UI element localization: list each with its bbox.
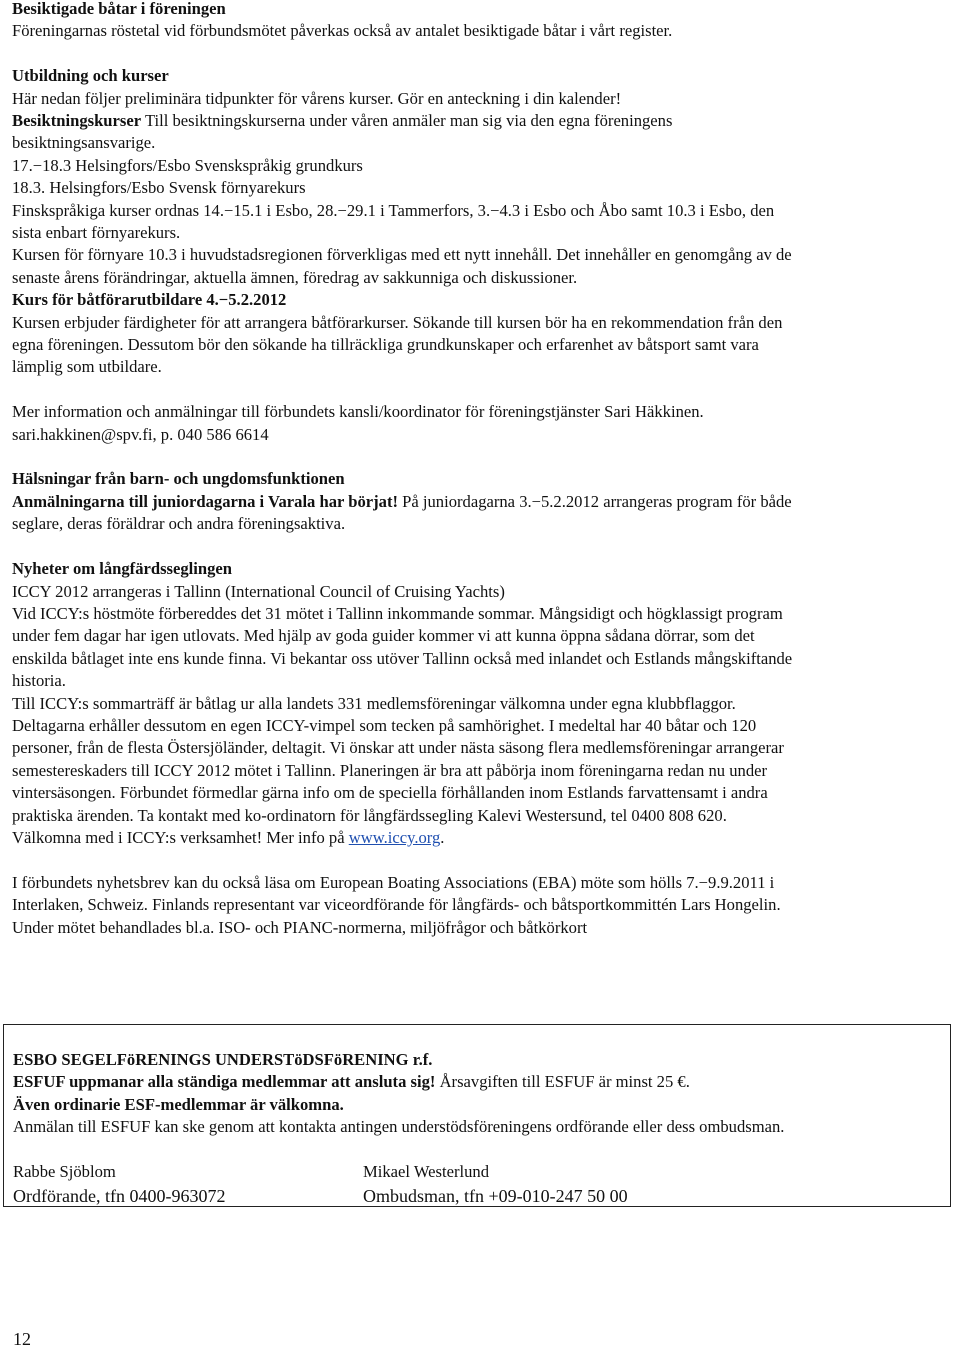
line-text: Kursen erbjuder färdigheter för att arrangera båtförarkurser. Sökande till kursen bör ha en rekommendation från den	[12, 312, 783, 332]
text-line	[12, 468, 947, 490]
line-text: sista enbart förnyarekurs.	[12, 223, 181, 243]
line-text: ICCY 2012 arrangeras i Tallinn (International Council of Cruising Yachts)	[12, 581, 505, 601]
line-text: semestereskaders till ICCY 2012 mötet i Tallinn. Planeringen är bra att påbörja inom föreningarna redan nu under	[12, 760, 768, 780]
box-ordinary-members: Även ordinarie ESF-medlemmar är välkomna.	[13, 1094, 344, 1114]
text-line	[12, 581, 947, 603]
chairman-name: Rabbe Sjöblom	[13, 1162, 116, 1182]
text-line	[12, 625, 947, 647]
paragraph-gap	[12, 849, 947, 871]
text-line	[12, 917, 947, 939]
text-line	[12, 222, 947, 244]
text-line	[12, 894, 947, 916]
text-line	[12, 782, 947, 804]
line-text: Vid ICCY:s höstmöte förbereddes det 31 mötet i Tallinn inkommande sommar. Mångsidigt och högklassigt program	[12, 603, 783, 623]
text-line	[12, 65, 947, 87]
line-text: I förbundets nyhetsbrev kan du också läsa om European Boating Associations (EBA) möte som hölls 7.−9.9.2011 i	[12, 872, 775, 892]
article-body	[12, 0, 947, 939]
text-line	[12, 267, 947, 289]
text-line	[12, 491, 947, 513]
line-text: Finskspråkiga kurser ordnas 14.−15.1 i Esbo, 28.−29.1 i Tammerfors, 3.−4.3 i Esbo och Åbo samt 10.3 i Esbo, den	[12, 200, 775, 220]
line-text: Här nedan följer preliminära tidpunkter för vårens kurser. Gör en anteckning i din kalender!	[12, 88, 622, 108]
line-text: Välkomna med i ICCY:s verksamhet! Mer info på	[12, 827, 349, 847]
line-text: Mer information och anmälningar till förbundets kansli/koordinator för föreningstjänster Sari Häkkinen.	[12, 402, 704, 422]
text-line	[12, 200, 947, 222]
line-text: under fem dagar har igen utlovats. Med hjälp av goda guider kommer vi att kunna öppna sådana dörrar, som det	[12, 626, 755, 646]
ombudsman-role: Ombudsman, tfn +09-010-247 50 00	[363, 1186, 628, 1207]
paragraph-gap	[12, 446, 947, 468]
line-text: senaste årens förändringar, aktuella ämnen, föredrag av sakkunniga och diskussioner.	[12, 267, 578, 287]
line-text: enskilda båtlaget inte ens kunde finna. Vi bekantar oss utöver Tallinn också med inlandet och Estlands mångskiftande	[12, 648, 793, 668]
esfuf-info-box	[3, 1024, 951, 1207]
text-line	[12, 356, 947, 378]
line-text: Besiktigade båtar i föreningen	[12, 0, 226, 18]
line-text: Till besiktningskurserna under våren anmäler man sig via den egna föreningens	[141, 111, 673, 131]
text-line	[12, 424, 947, 446]
bold-lead: Besiktningskurser	[12, 111, 142, 131]
ombudsman-name: Mikael Westerlund	[363, 1162, 490, 1182]
line-text: praktiska ärenden. Ta kontakt med ko-ordinatorn för långfärdssegling Kalevi Westersund, tel 0400 808 620.	[12, 805, 727, 825]
bold-lead: Anmälningarna till juniordagarna i Varala har börjat!	[12, 491, 398, 511]
box-membership-lead: ESFUF uppmanar alla ständiga medlemmar att ansluta sig!	[13, 1072, 436, 1092]
paragraph-gap	[12, 536, 947, 558]
line-text: Nyheter om långfärdsseglingen	[12, 559, 233, 579]
chairman-role: Ordförande, tfn 0400-963072	[13, 1186, 226, 1207]
line-text: Hälsningar från barn- och ungdomsfunktionen	[12, 469, 345, 489]
text-line	[12, 312, 947, 334]
line-text: 17.−18.3 Helsingfors/Esbo Svenskspråkig grundkurs	[12, 155, 363, 175]
text-line	[12, 244, 947, 266]
line-text: Till ICCY:s sommarträff är båtlag ur alla landets 331 medlemsföreningar välkomna under egna klubbflaggor.	[12, 693, 736, 713]
text-line	[12, 827, 947, 849]
box-membership-fee: Årsavgiften till ESFUF är minst 25 €.	[435, 1072, 690, 1092]
paragraph-gap	[12, 43, 947, 65]
box-contact-names	[13, 1161, 938, 1183]
line-text: Utbildning och kurser	[12, 66, 169, 86]
line-text: Kurs för båtförarutbildare 4.−5.2.2012	[12, 290, 287, 310]
text-line	[12, 513, 947, 535]
text-line	[12, 155, 947, 177]
text-line	[12, 20, 947, 42]
line-text: sari.hakkinen@spv.fi, p. 040 586 6614	[12, 424, 269, 444]
line-text: historia.	[12, 671, 66, 691]
box-membership-line	[13, 1071, 938, 1093]
text-line	[12, 88, 947, 110]
line-text: vintersäsongen. Förbundet förmedlar gärna info om de speciella förhållanden inom Estlands farvattensamt i andra	[12, 783, 768, 803]
line-text: Under mötet behandlades bl.a. ISO- och PIANC-normerna, miljöfrågor och båtkörkort	[12, 917, 588, 937]
line-text: Interlaken, Schweiz. Finlands representant var viceordförande för långfärds- och båtsportkommittén Lars Hongelin.	[12, 895, 781, 915]
text-line	[12, 693, 947, 715]
text-line	[12, 603, 947, 625]
box-contact-roles	[13, 1183, 938, 1209]
text-line	[12, 401, 947, 423]
text-line	[12, 715, 947, 737]
text-line	[12, 670, 947, 692]
iccy-link[interactable]: www.iccy.org	[348, 827, 441, 847]
text-line	[12, 0, 947, 20]
text-line	[12, 805, 947, 827]
text-line	[12, 737, 947, 759]
text-line	[12, 289, 947, 311]
line-text: personer, från de flesta Östersjöländer, deltagit. Vi önskar att under nästa säsong flera medlemsföreningar arrangerar	[12, 738, 784, 758]
text-line	[12, 648, 947, 670]
text-line	[12, 132, 947, 154]
line-text: 18.3. Helsingfors/Esbo Svensk förnyarekurs	[12, 178, 306, 198]
line-text: Föreningarnas röstetal vid förbundsmötet påverkas också av antalet besiktigade båtar i vårt register.	[12, 21, 673, 41]
page-number: 12	[13, 1329, 31, 1349]
line-text: egna föreningen. Dessutom bör den sökande ha tillräckliga grundkunskaper och erfarenhet av båtsport samt vara	[12, 335, 759, 355]
paragraph-gap	[12, 379, 947, 401]
line-text: seglare, deras föräldrar och andra föreningsaktiva.	[12, 514, 346, 534]
line-tail: .	[440, 827, 445, 847]
box-title: ESBO SEGELFöRENINGS UNDERSTöDSFöRENING r.f.	[13, 1050, 433, 1069]
line-text: På juniordagarna 3.−5.2.2012 arrangeras program för både	[398, 491, 792, 511]
line-text: Kursen för förnyare 10.3 i huvudstadsregionen förverkligas med ett nytt innehåll. Det innehåller en genomgång av de	[12, 245, 792, 265]
text-line	[12, 334, 947, 356]
line-text: lämplig som utbildare.	[12, 357, 162, 377]
box-registration-info: Anmälan till ESFUF kan ske genom att kontakta antingen understödsföreningens ordförande eller dess ombudsman.	[13, 1117, 785, 1137]
line-text: besiktningsansvarige.	[12, 133, 156, 153]
text-line	[12, 110, 947, 132]
text-line	[12, 760, 947, 782]
text-line	[12, 177, 947, 199]
line-text: Deltagarna erhåller dessutom en egen ICCY-vimpel som tecken på samhörighet. I medeltal har 40 båtar och 120	[12, 715, 757, 735]
text-line	[12, 872, 947, 894]
text-line	[12, 558, 947, 580]
